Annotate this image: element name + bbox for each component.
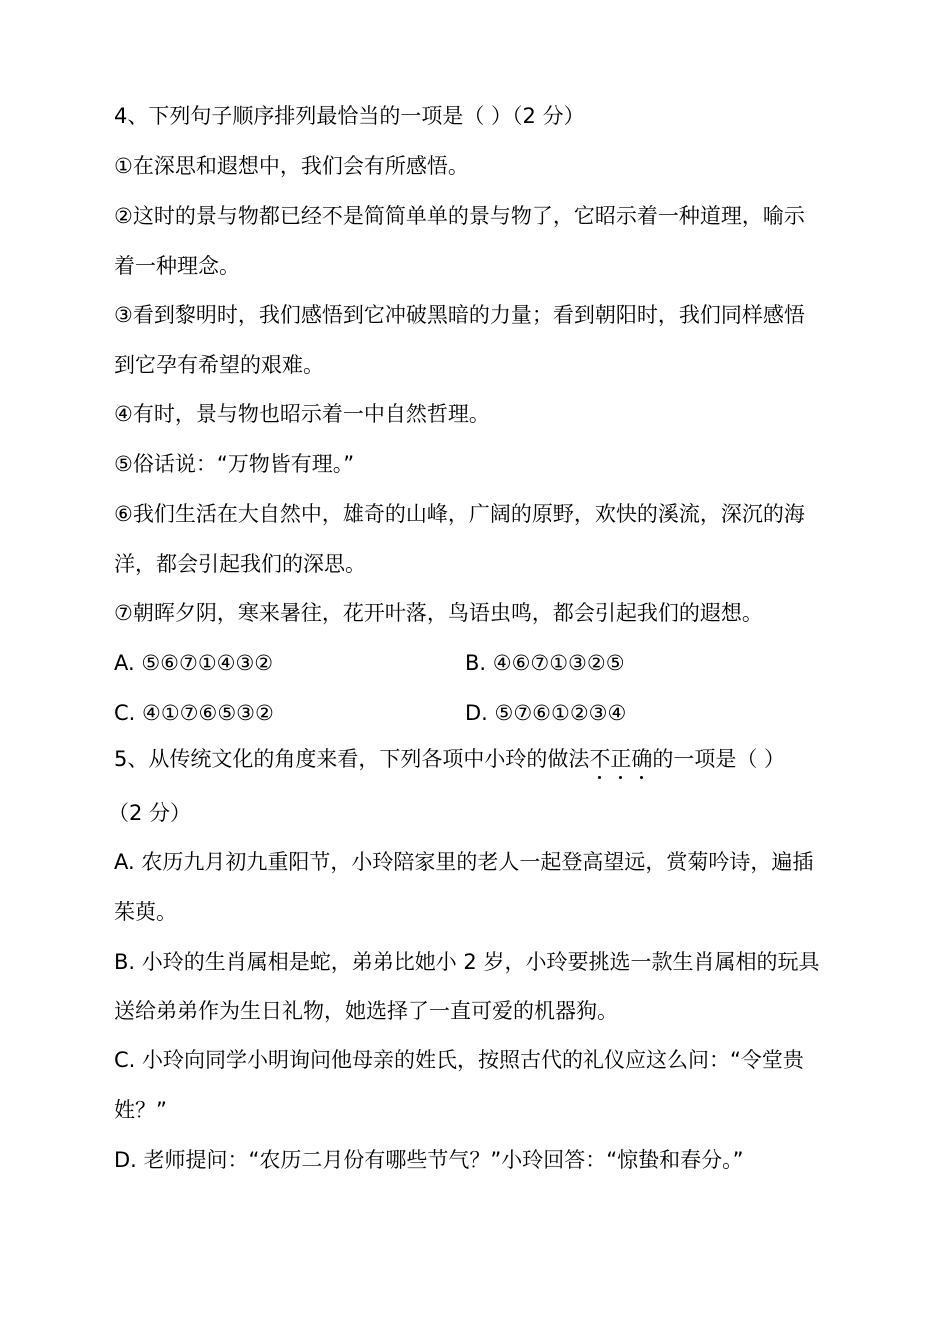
q4-option-d: D. ⑤⑦⑥①②③④ [465, 701, 627, 725]
q4-sentence-3-line-1: ③看到黎明时，我们感悟到它冲破黑暗的力量；看到朝阳时，我们同样感悟 [114, 303, 805, 327]
q5-option-a-line-1: A. 农历九月初九重阳节，小玲陪家里的老人一起登高望远，赏菊吟诗，遍插 [114, 850, 814, 874]
q5-emphasis-char-3: 确 [631, 744, 652, 774]
q5-score: （2 分） [108, 801, 192, 825]
q5-stem [114, 744, 874, 774]
q5-option-c-line-2: 姓？” [114, 1098, 167, 1122]
q4-sentence-4: ④有时，景与物也昭示着一中自然哲理。 [114, 402, 490, 426]
q5-stem-before: 5、从传统文化的角度来看，下列各项中小玲的做法 [114, 747, 590, 771]
q5-emphasis-char-2: 正 [610, 744, 631, 774]
q4-sentence-2-line-1: ②这时的景与物都已经不是简简单单的景与物了，它昭示着一种道理，喻示 [114, 204, 805, 228]
q4-sentence-6-line-2: 洋，都会引起我们的深思。 [114, 552, 366, 576]
q4-option-c: C. ④①⑦⑥⑤③② [114, 701, 274, 725]
q4-sentence-5: ⑤俗话说：“万物皆有理。” [114, 452, 355, 476]
q5-option-b-line-1: B. 小玲的生肖属相是蛇，弟弟比她小 2 岁，小玲要挑选一款生肖属相的玩具 [114, 950, 820, 974]
q4-sentence-3-line-2: 到它孕有希望的艰难。 [114, 353, 324, 377]
q4-sentence-2-line-2: 着一种理念。 [114, 254, 240, 278]
q4-stem: 4、下列句子顺序排列最恰当的一项是（ ）（2 分） [114, 104, 585, 128]
q4-sentence-7: ⑦朝晖夕阴，寒来暑往，花开叶落，鸟语虫鸣，都会引起我们的遐想。 [114, 601, 763, 625]
q5-option-b-line-2: 送给弟弟作为生日礼物，她选择了一直可爱的机器狗。 [114, 999, 618, 1023]
q4-option-b: B. ④⑥⑦①③②⑤ [465, 651, 625, 675]
q5-option-c-line-1: C. 小玲向同学小明询问他母亲的姓氏，按照古代的礼仪应这么问：“令堂贵 [114, 1048, 804, 1072]
q5-stem-after: 的一项是（ ） [652, 747, 786, 771]
q4-option-a: A. ⑤⑥⑦①④③② [114, 651, 274, 675]
q4-sentence-1: ①在深思和遐想中，我们会有所感悟。 [114, 154, 469, 178]
q4-sentence-6-line-1: ⑥我们生活在大自然中，雄奇的山峰，广阔的原野，欢快的溪流，深沉的海 [114, 502, 805, 526]
q5-option-a-line-2: 茱萸。 [114, 900, 177, 924]
q5-option-d-line-1: D. 老师提问：“农历二月份有哪些节气？”小玲回答：“惊蛰和春分。” [114, 1148, 744, 1172]
q5-emphasis-char-1: 不 [589, 744, 610, 774]
